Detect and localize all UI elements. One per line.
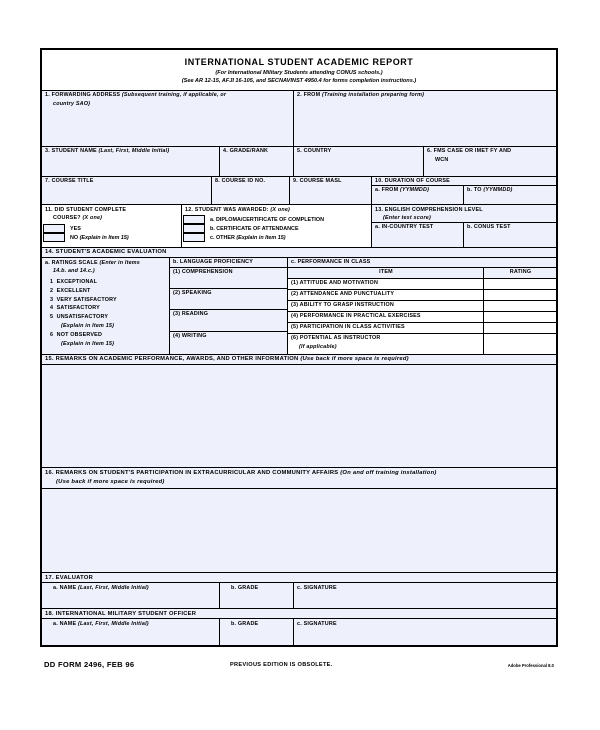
rating-input-2[interactable] bbox=[484, 301, 556, 311]
form-header bbox=[42, 50, 556, 91]
item14b-label: b. LANGUAGE PROFICIENCY bbox=[173, 259, 254, 265]
table-row bbox=[288, 323, 556, 334]
scale-5-text: NOT OBSERVED bbox=[56, 331, 103, 338]
field-imso-name[interactable]: a. NAME (Last, First, Middle Initial) bbox=[42, 619, 220, 645]
item2-label: 2. FROM bbox=[297, 92, 321, 98]
performance-item-3: (4) PERFORMANCE IN PRACTICAL EXERCISES bbox=[288, 312, 484, 322]
item14b-label-bar bbox=[170, 258, 287, 268]
item11-option-1: NO bbox=[70, 234, 80, 241]
scale-1-num: 2 bbox=[50, 287, 54, 294]
item3-hint: (Last, First, Middle Initial) bbox=[98, 148, 170, 154]
field-remarks-academic-performance[interactable] bbox=[42, 365, 556, 468]
scale-0-text: EXCEPTIONAL bbox=[56, 279, 98, 286]
item1-hint2: country SAO) bbox=[53, 100, 91, 107]
field-remarks-extracurricular[interactable] bbox=[42, 489, 556, 573]
rating-scale-item bbox=[42, 304, 169, 313]
item10-from-label: a. FROM bbox=[375, 187, 399, 193]
performance-table-header bbox=[288, 268, 556, 279]
item14a-hint: (Enter in Items bbox=[99, 259, 140, 266]
rating-scale-item bbox=[42, 286, 169, 295]
field-comprehension[interactable] bbox=[170, 268, 287, 289]
field-speaking[interactable] bbox=[170, 289, 287, 310]
checkbox-award-other[interactable] bbox=[183, 233, 205, 242]
item13-b-label: b. CONUS TEST bbox=[467, 224, 511, 230]
lang-row-2: (3) READING bbox=[173, 311, 209, 317]
form-subtitle-2: (See AR 12-15, AFJI 16-105, and SECNAVINST 4950.4 for forms completion instructions.) bbox=[181, 77, 417, 84]
scale-3-text: SATISFACTORY bbox=[56, 305, 100, 312]
form-id-label: DD FORM 2496, FEB 96 bbox=[44, 660, 135, 669]
field-duration-to[interactable] bbox=[464, 186, 556, 205]
scale-3-num: 4 bbox=[50, 305, 54, 312]
performance-item-2: (3) ABILITY TO GRASP INSTRUCTION bbox=[288, 301, 484, 311]
item12-option-2-hint: (Explain in Item 15) bbox=[236, 234, 286, 241]
item11-hint: (X one) bbox=[82, 215, 103, 222]
item1-label: 1. FORWARDING ADDRESS bbox=[45, 92, 121, 98]
item11-label2: COURSE? bbox=[53, 215, 81, 222]
field-duration-from[interactable] bbox=[372, 186, 464, 205]
previous-edition-notice: PREVIOUS EDITION IS OBSOLETE. bbox=[230, 662, 333, 668]
field-conus-test[interactable] bbox=[464, 223, 556, 247]
item13-label: 13. ENGLISH COMPREHENSION LEVEL bbox=[375, 206, 483, 213]
rating-input-1[interactable] bbox=[484, 290, 556, 300]
group-language-proficiency bbox=[170, 258, 288, 354]
rating-input-3[interactable] bbox=[484, 312, 556, 322]
field-student-name[interactable] bbox=[42, 147, 220, 177]
field-evaluator-name[interactable]: a. NAME (Last, First, Middle Initial) bbox=[42, 583, 220, 609]
item8-label: 8. COURSE ID NO. bbox=[215, 178, 266, 184]
item18-title: 18. INTERNATIONAL MILITARY STUDENT OFFICER bbox=[42, 609, 556, 619]
row-address bbox=[42, 91, 556, 147]
checkbox-award-diploma[interactable] bbox=[183, 215, 205, 224]
checkbox-row-no bbox=[42, 233, 181, 242]
table-row bbox=[288, 279, 556, 290]
item6-label: 6. FMS CASE OR IMET FY AND bbox=[427, 148, 512, 154]
lang-row-0: (1) COMPREHENSION bbox=[173, 269, 233, 275]
ratings-scale-list bbox=[42, 278, 169, 348]
item7-label: 7. COURSE TITLE bbox=[45, 178, 94, 184]
item10-to-hint: (YYMMDD) bbox=[483, 187, 513, 193]
row-course-info bbox=[42, 177, 556, 205]
rating-scale-item bbox=[42, 313, 169, 322]
item3-label: 3. STUDENT NAME bbox=[45, 148, 97, 154]
row-evaluator bbox=[42, 583, 556, 609]
field-writing[interactable] bbox=[170, 332, 287, 354]
column-header-rating: RATING bbox=[484, 268, 556, 278]
item12-option-2: c. OTHER bbox=[210, 234, 237, 241]
form-footer bbox=[40, 660, 558, 674]
scale-1-text: EXCELLENT bbox=[56, 287, 91, 294]
field-course-masl[interactable] bbox=[290, 177, 372, 205]
dd-form-2496 bbox=[40, 48, 558, 647]
item1-hint: (Subsequent training, if applicable, or bbox=[121, 92, 227, 98]
scale-0-num: 1 bbox=[50, 279, 54, 286]
group-did-student-complete bbox=[42, 205, 182, 248]
item15-title: 15. REMARKS ON ACADEMIC PERFORMANCE, AWARDS, AND OTHER INFORMATION (Use back if more space is required) bbox=[42, 355, 556, 365]
item11-option-1-hint: (Explain in Item 15) bbox=[79, 234, 129, 241]
checkbox-complete-no[interactable] bbox=[43, 233, 65, 242]
item6-label2: WCN bbox=[435, 156, 449, 163]
item14a-hint2: 14.b. and 14.c.) bbox=[53, 268, 95, 275]
item13-label-bar bbox=[372, 205, 556, 223]
checkbox-row-attendance bbox=[182, 224, 371, 233]
rating-input-4[interactable] bbox=[484, 323, 556, 333]
table-row bbox=[288, 301, 556, 312]
performance-item-0: (1) ATTITUDE AND MOTIVATION bbox=[288, 279, 484, 289]
item9-label: 9. COURSE MASL bbox=[293, 178, 342, 184]
row-academic-evaluation bbox=[42, 258, 556, 355]
checkbox-row-other bbox=[182, 233, 371, 242]
item14a-label: a. RATINGS SCALE bbox=[45, 259, 98, 266]
row-student-identity bbox=[42, 147, 556, 177]
lang-row-3: (4) WRITING bbox=[173, 333, 207, 339]
table-row bbox=[288, 312, 556, 323]
field-grade-rank[interactable] bbox=[220, 147, 294, 177]
english-test-subfields bbox=[372, 223, 556, 247]
group-ratings-scale bbox=[42, 258, 170, 354]
group-student-was-awarded bbox=[182, 205, 372, 248]
field-in-country-test[interactable] bbox=[372, 223, 464, 247]
group-performance-in-class bbox=[288, 258, 556, 354]
performance-item-4: (5) PARTICIPATION IN CLASS ACTIVITIES bbox=[288, 323, 484, 333]
rating-scale-item bbox=[42, 278, 169, 287]
field-country[interactable] bbox=[294, 147, 424, 177]
item4-label: 4. GRADE/RANK bbox=[223, 148, 269, 154]
item17-title: 17. EVALUATOR bbox=[42, 573, 556, 583]
scale-5-num: 6 bbox=[50, 331, 54, 338]
item10-from-hint: (YYMMDD) bbox=[399, 187, 430, 193]
item2-hint: (Training installation preparing form) bbox=[321, 92, 425, 98]
performance-item-5: (6) POTENTIAL AS INSTRUCTOR (If applicable) bbox=[288, 334, 484, 354]
field-fms-case[interactable] bbox=[424, 147, 556, 177]
field-forwarding-address[interactable] bbox=[42, 91, 294, 147]
rating-input-5[interactable] bbox=[484, 334, 556, 354]
item10-label-bar bbox=[372, 177, 556, 186]
scale-2-text: VERY SATISFACTORY bbox=[56, 296, 117, 303]
item12-hint: (X one) bbox=[270, 206, 291, 213]
item16-title: 16. REMARKS ON STUDENT'S PARTICIPATION IN EXTRACURRICULAR AND COMMUNITY AFFAIRS (On and off training installation) (Use back if more space is required) bbox=[42, 468, 556, 490]
field-evaluator-grade[interactable]: b. GRADE bbox=[220, 583, 294, 609]
item13-hint: (Enter test score) bbox=[383, 215, 431, 222]
rating-input-0[interactable] bbox=[484, 279, 556, 289]
field-imso-grade[interactable]: b. GRADE bbox=[220, 619, 294, 645]
field-course-id[interactable] bbox=[212, 177, 290, 205]
checkbox-award-attendance[interactable] bbox=[183, 224, 205, 233]
scale-4-num: 5 bbox=[50, 314, 54, 321]
scale-5-note: (Explain in Item 15) bbox=[61, 340, 115, 347]
group-english-comprehension bbox=[372, 205, 556, 248]
checkbox-row-yes bbox=[42, 224, 181, 233]
rating-scale-item bbox=[42, 330, 169, 339]
item10-to-label: b. TO bbox=[467, 187, 482, 193]
duration-subfields bbox=[372, 186, 556, 205]
item5-label: 5. COUNTRY bbox=[297, 148, 332, 154]
performance-item-1: (2) ATTENDANCE AND PUNCTUALITY bbox=[288, 290, 484, 300]
group-duration-of-course bbox=[372, 177, 556, 205]
rating-scale-item bbox=[42, 295, 169, 304]
item11-option-0: YES bbox=[70, 225, 81, 232]
field-reading[interactable] bbox=[170, 310, 287, 332]
page-title: INTERNATIONAL STUDENT ACADEMIC REPORT bbox=[184, 57, 414, 67]
field-imso-signature[interactable]: c. SIGNATURE bbox=[294, 619, 556, 645]
item10-label: 10. DURATION OF COURSE bbox=[375, 178, 450, 184]
table-row bbox=[288, 290, 556, 301]
item14c-label-bar bbox=[288, 258, 556, 268]
row-imso bbox=[42, 619, 556, 645]
producer-label: Adobe Professional 8.0 bbox=[507, 663, 554, 668]
field-evaluator-signature[interactable]: c. SIGNATURE bbox=[294, 583, 556, 609]
item13-a-label: a. IN-COUNTRY TEST bbox=[375, 224, 434, 230]
item14-title: 14. STUDENT'S ACADEMIC EVALUATION bbox=[42, 248, 556, 258]
item12-option-0: a. DIPLOMA/CERTIFICATE OF COMPLETION bbox=[210, 216, 325, 223]
scale-4-text: UNSATISFACTORY bbox=[56, 314, 109, 321]
table-row bbox=[288, 334, 556, 354]
checkbox-complete-yes[interactable] bbox=[43, 224, 65, 233]
item12-label: 12. STUDENT WAS AWARDED: bbox=[185, 206, 269, 213]
checkbox-row-diploma bbox=[182, 215, 371, 224]
item14c-label: c. PERFORMANCE IN CLASS bbox=[291, 259, 371, 265]
scale-4-note: (Explain in Item 15) bbox=[61, 323, 115, 330]
row-completion-awards bbox=[42, 205, 556, 248]
item11-label: 11. DID STUDENT COMPLETE bbox=[45, 206, 127, 213]
lang-row-1: (2) SPEAKING bbox=[173, 290, 212, 296]
field-course-title[interactable] bbox=[42, 177, 212, 205]
column-header-item: ITEM bbox=[288, 268, 484, 278]
field-from[interactable] bbox=[294, 91, 556, 147]
item12-option-1: b. CERTIFICATE OF ATTENDANCE bbox=[210, 225, 299, 232]
scale-2-num: 3 bbox=[50, 296, 54, 303]
form-subtitle-1: (For International Military Students attending CONUS schools.) bbox=[215, 70, 383, 76]
